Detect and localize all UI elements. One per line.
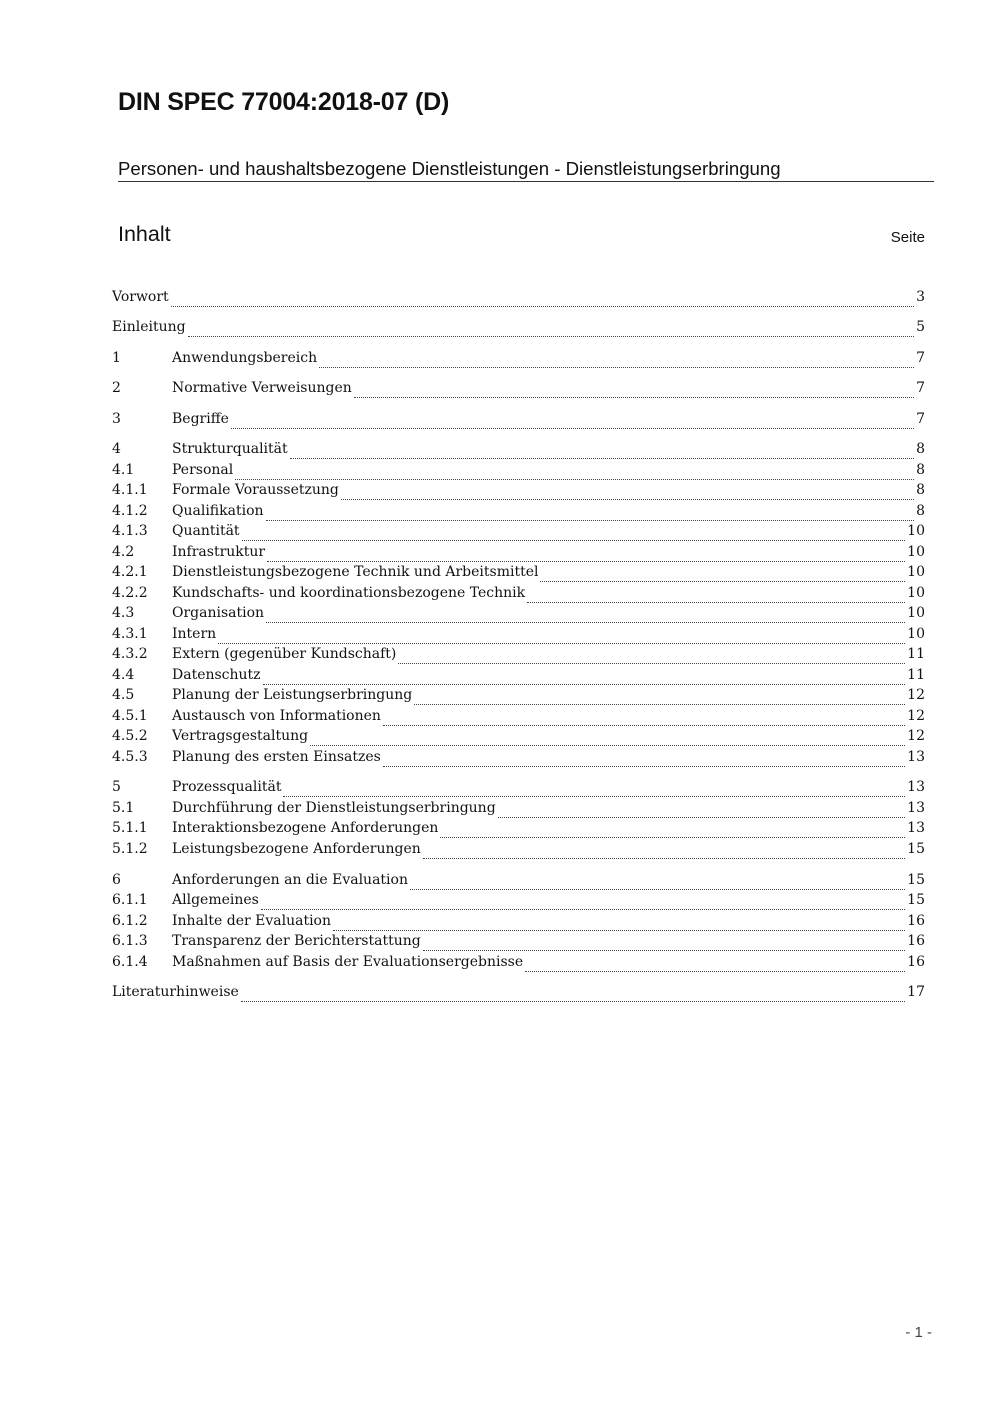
toc-dot-leader	[354, 383, 914, 398]
toc-entry[interactable]	[112, 982, 925, 1002]
toc-entry[interactable]	[112, 890, 925, 910]
toc-entry-number: 4.2.1	[112, 564, 148, 580]
toc-entry-label: Durchführung der Dienstleistungserbringung	[172, 800, 496, 816]
toc-entry-label: Organisation	[172, 605, 265, 621]
toc-entry-number: 2	[112, 380, 121, 396]
toc-entry[interactable]	[112, 911, 925, 931]
toc-entry[interactable]	[112, 501, 925, 521]
toc-entry-page: 12	[907, 687, 925, 703]
toc-entry-page: 7	[916, 411, 925, 427]
toc-entry-label: Datenschutz	[172, 667, 261, 683]
toc-entry-label: Austausch von Informationen	[172, 708, 381, 724]
toc-dot-leader	[341, 485, 914, 500]
toc-dot-leader	[231, 414, 914, 429]
toc-entry[interactable]	[112, 562, 925, 582]
toc-entry[interactable]	[112, 603, 925, 623]
toc-entry-page: 15	[907, 892, 925, 908]
toc-dot-leader	[242, 526, 906, 541]
toc-dot-leader	[398, 649, 905, 664]
toc-dot-leader	[410, 875, 905, 890]
toc-entry[interactable]	[112, 439, 925, 459]
toc-entry-page: 10	[907, 544, 925, 560]
toc-entry[interactable]	[112, 818, 925, 838]
toc-entry[interactable]	[112, 624, 925, 644]
toc-entry-label: Einleitung	[112, 319, 186, 335]
toc-dot-leader	[263, 670, 906, 685]
toc-entry-page: 13	[907, 820, 925, 836]
toc-entry-label: Anwendungsbereich	[172, 350, 318, 366]
toc-dot-leader	[310, 731, 905, 746]
page-number: - 1 -	[905, 1324, 932, 1341]
toc-entry-page: 17	[907, 984, 925, 1000]
toc-entry-number: 4.3	[112, 605, 135, 621]
toc-entry-number: 4.1.2	[112, 503, 148, 519]
toc-entry-page: 10	[907, 523, 925, 539]
toc-entry[interactable]	[112, 542, 925, 562]
toc-entry-page: 8	[916, 441, 925, 457]
toc-entry[interactable]	[112, 665, 925, 685]
toc-entry-page: 10	[907, 626, 925, 642]
page-column-label: Seite	[890, 229, 925, 246]
toc-entry-label: Interaktionsbezogene Anforderungen	[172, 820, 439, 836]
toc-entry-page: 7	[916, 350, 925, 366]
toc-entry-number: 4.1.3	[112, 523, 148, 539]
toc-dot-leader	[267, 547, 905, 562]
toc-entry-number: 6.1.2	[112, 913, 148, 929]
toc-entry-label: Anforderungen an die Evaluation	[172, 872, 408, 888]
toc-entry[interactable]	[112, 583, 925, 603]
toc-entry-label: Literaturhinweise	[112, 984, 239, 1000]
toc-dot-leader	[188, 322, 915, 337]
toc-entry[interactable]	[112, 348, 925, 368]
toc-entry-page: 8	[916, 503, 925, 519]
toc-entry-page: 15	[907, 872, 925, 888]
toc-entry-number: 5.1.1	[112, 820, 148, 836]
toc-entry-label: Inhalte der Evaluation	[172, 913, 332, 929]
toc-entry[interactable]	[112, 777, 925, 797]
toc-dot-leader	[527, 588, 905, 603]
toc-dot-leader	[235, 465, 914, 480]
toc-entry-page: 11	[907, 646, 925, 662]
toc-entry-number: 4.2	[112, 544, 135, 560]
toc-entry-label: Normative Verweisungen	[172, 380, 352, 396]
toc-dot-leader	[283, 782, 905, 797]
toc-entry-label: Transparenz der Berichterstattung	[172, 933, 421, 949]
toc-dot-leader	[171, 292, 914, 307]
toc-entry[interactable]	[112, 644, 925, 664]
toc-dot-leader	[266, 506, 915, 521]
toc-entry-number: 6	[112, 872, 121, 888]
toc-entry[interactable]	[112, 460, 925, 480]
toc-entry-number: 5.1.2	[112, 841, 148, 857]
toc-entry-page: 10	[907, 605, 925, 621]
toc-entry-page: 8	[916, 482, 925, 498]
toc-entry-number: 5	[112, 779, 121, 795]
toc-entry-label: Strukturqualität	[172, 441, 288, 457]
toc-dot-leader	[498, 803, 906, 818]
toc-entry-page: 11	[907, 667, 925, 683]
toc-entry-page: 8	[916, 462, 925, 478]
toc-entry-label: Personal	[172, 462, 234, 478]
toc-entry[interactable]	[112, 726, 925, 746]
toc-entry-number: 4.4	[112, 667, 135, 683]
toc-entry[interactable]	[112, 409, 925, 429]
toc-dot-leader	[540, 567, 905, 582]
toc-entry-label: Allgemeines	[172, 892, 259, 908]
toc-dot-leader	[525, 957, 905, 972]
toc-entry[interactable]	[112, 317, 925, 337]
toc-entry-label: Qualifikation	[172, 503, 264, 519]
toc-entry-number: 4.5.1	[112, 708, 148, 724]
toc-entry[interactable]	[112, 706, 925, 726]
toc-entry-label: Kundschafts- und koordinationsbezogene Technik	[172, 585, 526, 601]
toc-entry-page: 13	[907, 800, 925, 816]
toc-entry-label: Infrastruktur	[172, 544, 266, 560]
toc-entry-label: Planung der Leistungserbringung	[172, 687, 413, 703]
toc-entry-label: Leistungsbezogene Anforderungen	[172, 841, 421, 857]
toc-dot-leader	[423, 844, 905, 859]
toc-entry-number: 3	[112, 411, 121, 427]
toc-entry-page: 12	[907, 728, 925, 744]
toc-entry-page: 5	[916, 319, 925, 335]
toc-entry-number: 4.5	[112, 687, 135, 703]
toc-entry-label: Planung des ersten Einsatzes	[172, 749, 381, 765]
toc-entry-label: Dienstleistungsbezogene Technik und Arbeitsmittel	[172, 564, 539, 580]
toc-entry-label: Extern (gegenüber Kundschaft)	[172, 646, 397, 662]
toc-entry[interactable]	[112, 931, 925, 951]
toc-entry-number: 6.1.1	[112, 892, 148, 908]
toc-dot-leader	[290, 444, 914, 459]
toc-entry-page: 10	[907, 564, 925, 580]
toc-entry-label: Formale Voraussetzung	[172, 482, 339, 498]
toc-entry-number: 4.2.2	[112, 585, 148, 601]
toc-entry-label: Maßnahmen auf Basis der Evaluationsergebnisse	[172, 954, 524, 970]
toc-entry-page: 13	[907, 779, 925, 795]
toc-dot-leader	[266, 608, 905, 623]
toc-dot-leader	[423, 936, 905, 951]
toc-entry-number: 6.1.4	[112, 954, 148, 970]
toc-entry-number: 4.5.3	[112, 749, 148, 765]
toc-entry-label: Vertragsgestaltung	[172, 728, 309, 744]
toc-entry-number: 4.1	[112, 462, 135, 478]
toc-entry-number: 4.3.2	[112, 646, 148, 662]
toc-entry-page: 16	[907, 933, 925, 949]
toc-entry-label: Vorwort	[112, 289, 169, 305]
toc-entry-number: 5.1	[112, 800, 135, 816]
toc-dot-leader	[241, 987, 905, 1002]
toc-entry[interactable]	[112, 480, 925, 500]
document-title: Personen- und haushaltsbezogene Dienstleistungen - Dienstleistungserbringung	[118, 158, 934, 182]
toc-dot-leader	[440, 823, 905, 838]
toc-dot-leader	[383, 711, 905, 726]
toc-entry[interactable]	[112, 839, 925, 859]
toc-entry-page: 12	[907, 708, 925, 724]
document-id: DIN SPEC 77004:2018-07 (D)	[118, 88, 450, 116]
toc-entry[interactable]	[112, 378, 925, 398]
toc-entry-number: 4.5.2	[112, 728, 148, 744]
toc-entry[interactable]	[112, 685, 925, 705]
toc-entry[interactable]	[112, 952, 925, 972]
toc-entry-number: 4	[112, 441, 121, 457]
toc-entry-number: 6.1.3	[112, 933, 148, 949]
toc-entry-label: Prozessqualität	[172, 779, 282, 795]
toc-entry[interactable]	[112, 798, 925, 818]
toc-dot-leader	[319, 353, 914, 368]
toc-dot-leader	[333, 916, 905, 931]
toc-dot-leader	[383, 752, 905, 767]
toc-dot-leader	[218, 629, 905, 644]
toc-entry[interactable]	[112, 870, 925, 890]
toc-entry[interactable]	[112, 747, 925, 767]
toc-dot-leader	[414, 690, 905, 705]
toc-entry-page: 15	[907, 841, 925, 857]
toc-entry-page: 13	[907, 749, 925, 765]
toc-entry-page: 7	[916, 380, 925, 396]
toc-dot-leader	[261, 895, 905, 910]
toc-entry-label: Quantität	[172, 523, 240, 539]
toc-entry-page: 16	[907, 913, 925, 929]
toc-entry-number: 1	[112, 350, 121, 366]
toc-entry[interactable]	[112, 521, 925, 541]
toc-entry-label: Begriffe	[172, 411, 229, 427]
toc-entry-page: 10	[907, 585, 925, 601]
toc-entry-number: 4.1.1	[112, 482, 148, 498]
toc-entry-label: Intern	[172, 626, 217, 642]
toc-entry-page: 3	[916, 289, 925, 305]
toc-heading: Inhalt	[118, 222, 171, 246]
toc-entry-number: 4.3.1	[112, 626, 148, 642]
toc-entry[interactable]	[112, 287, 925, 307]
toc-entry-page: 16	[907, 954, 925, 970]
